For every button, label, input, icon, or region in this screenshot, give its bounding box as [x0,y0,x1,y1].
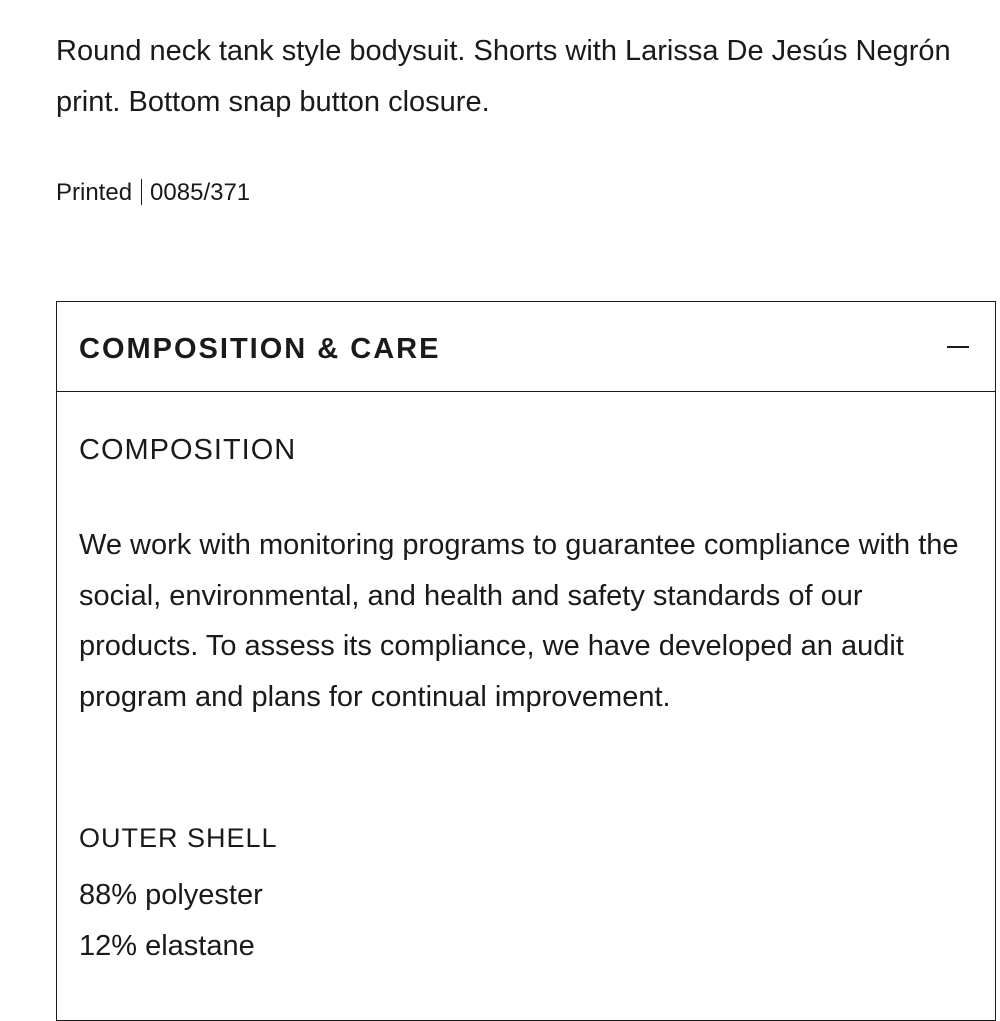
outer-shell-heading: OUTER SHELL [79,823,278,853]
product-meta [56,178,250,208]
product-reference: 0085/371 [150,179,251,206]
accordion-title: COMPOSITION & CARE [79,333,441,365]
material-item: 12% elastane [79,929,255,962]
composition-care-accordion [56,301,996,1021]
compliance-paragraph: We work with monitoring programs to guarantee compliance with the social, environmental, and health and safety standards of our products. To assess its compliance, we have developed an audit program and plans for continual improvement. [79,529,959,713]
material-list [79,870,263,971]
composition-heading: COMPOSITION [79,434,297,466]
meta-divider [141,179,142,205]
product-description: Round neck tank style bodysuit. Shorts with Larissa De Jesús Negrón print. Bottom snap button closure. [56,35,951,118]
minus-icon[interactable] [947,346,969,348]
product-tag: Printed [56,179,133,206]
material-item: 88% polyester [79,879,263,911]
accordion-header[interactable] [57,302,995,392]
